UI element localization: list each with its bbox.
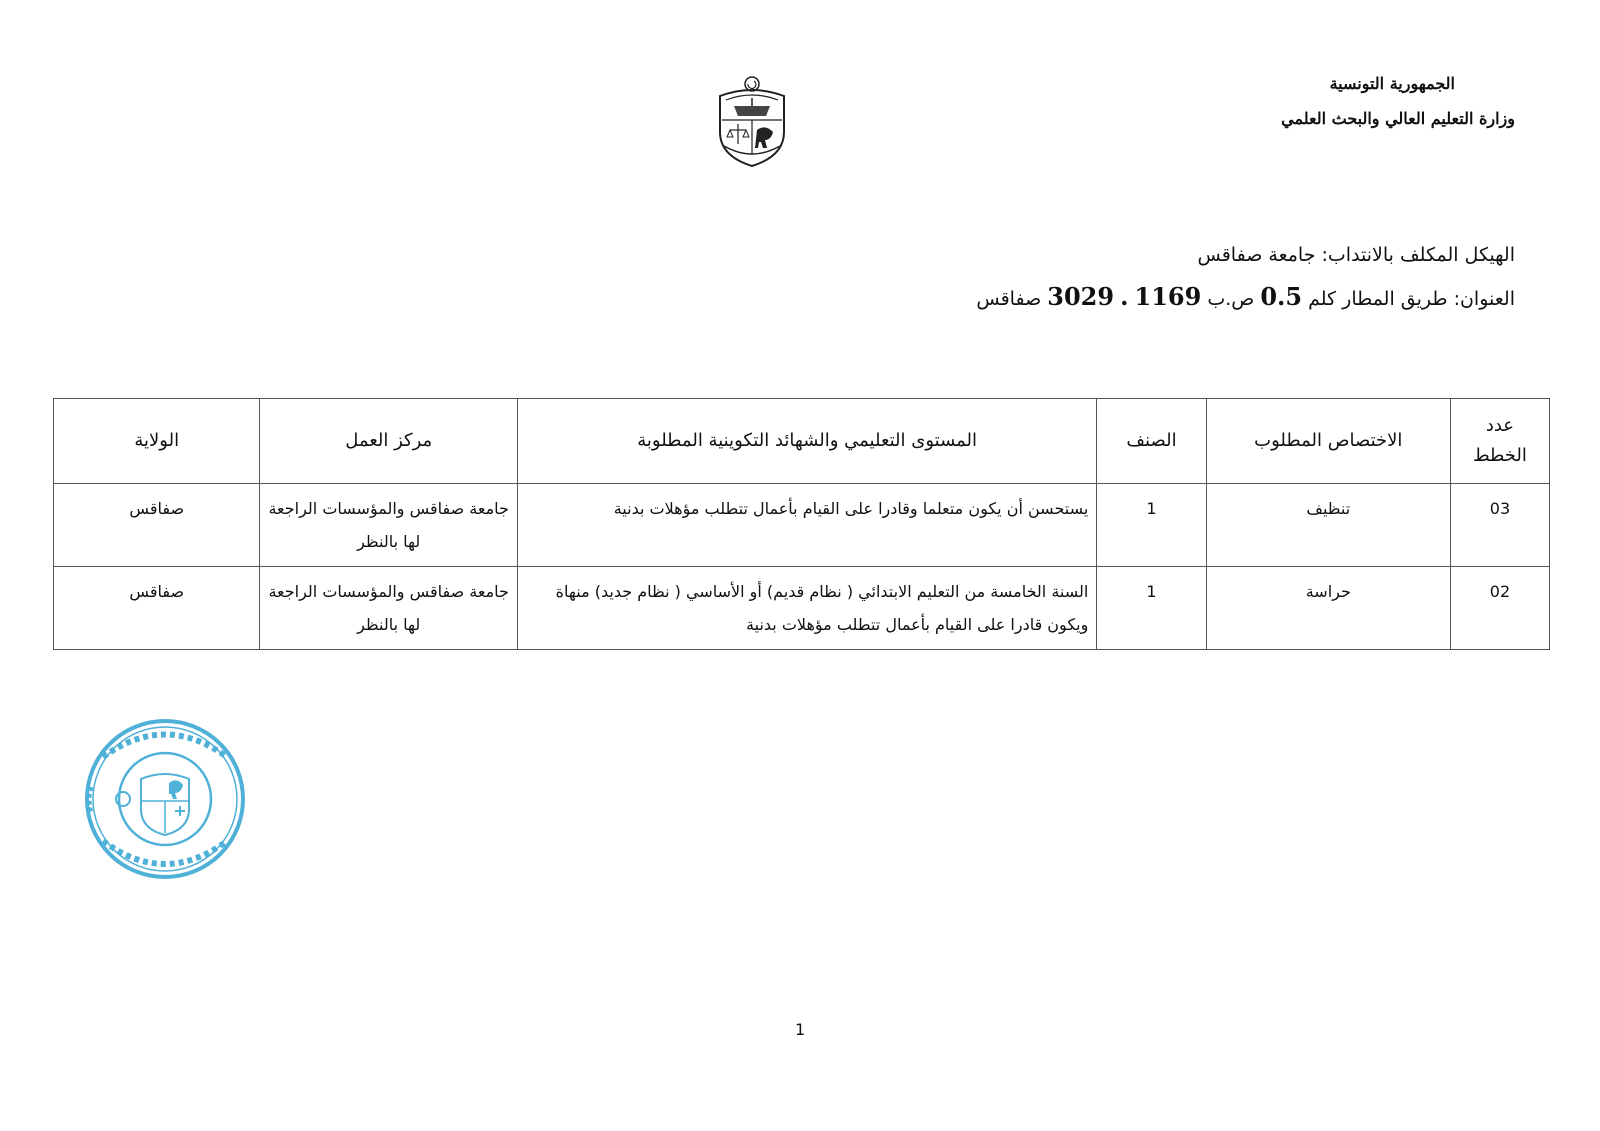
table-row	[54, 484, 1550, 567]
cell-specialty: حراسة	[1206, 567, 1450, 650]
address-km: 0.5	[1260, 282, 1303, 311]
table-header-row	[54, 399, 1550, 484]
address-pobox-label: ص.ب	[1207, 288, 1255, 310]
header-count-line2: الخطط	[1472, 445, 1527, 466]
address-postal-code: 3029	[1047, 282, 1115, 311]
table-row	[54, 567, 1550, 650]
header-count	[1450, 399, 1549, 484]
address-label: العنوان:	[1453, 288, 1515, 310]
header-specialty: الاختصاص المطلوب	[1206, 399, 1450, 484]
page-number: 1	[795, 1020, 806, 1039]
cell-education: يستحسن أن يكون متعلما وقادرا على القيام بأعمال تتطلب مؤهلات بدنية	[517, 484, 1096, 567]
structure-label: الهيكل المكلف بالانتداب:	[1321, 244, 1515, 266]
cell-work-center: جامعة صفاقس والمؤسسات الراجعة لها بالنظر	[260, 484, 518, 567]
positions-table	[53, 398, 1550, 650]
address-line	[976, 282, 1515, 311]
cell-count: 02	[1450, 567, 1549, 650]
address-road: طريق المطار كلم	[1308, 288, 1448, 310]
header-state: الولاية	[54, 399, 260, 484]
official-stamp-icon	[83, 717, 248, 882]
republic-title: الجمهورية التونسية	[1329, 74, 1455, 93]
cell-state: صفاقس	[54, 484, 260, 567]
cell-work-center: جامعة صفاقس والمؤسسات الراجعة لها بالنظر	[260, 567, 518, 650]
recruiting-structure	[1198, 244, 1516, 266]
cell-grade: 1	[1097, 567, 1206, 650]
address-separator: .	[1120, 282, 1129, 311]
header-count-line1: عدد	[1485, 415, 1515, 436]
cell-grade: 1	[1097, 484, 1206, 567]
cell-education: السنة الخامسة من التعليم الابتدائي ( نظام قديم) أو الأساسي ( نظام جديد) منهاة ويكون قادرا على القيام بأعمال تتطلب مؤهلات بدنية	[517, 567, 1096, 650]
address-city: صفاقس	[976, 288, 1042, 310]
ministry-header	[1281, 74, 1515, 128]
cell-specialty: تنظيف	[1206, 484, 1450, 567]
header-grade: الصنف	[1097, 399, 1206, 484]
header-education: المستوى التعليمي والشهائد التكوينية المطلوبة	[517, 399, 1096, 484]
header-work-center: مركز العمل	[260, 399, 518, 484]
ministry-title: وزارة التعليم العالي والبحث العلمي	[1281, 109, 1515, 128]
structure-value: جامعة صفاقس	[1197, 244, 1316, 266]
cell-state: صفاقس	[54, 567, 260, 650]
cell-count: 03	[1450, 484, 1549, 567]
address-pobox: 1169	[1134, 282, 1202, 311]
coat-of-arms-icon	[712, 74, 792, 169]
